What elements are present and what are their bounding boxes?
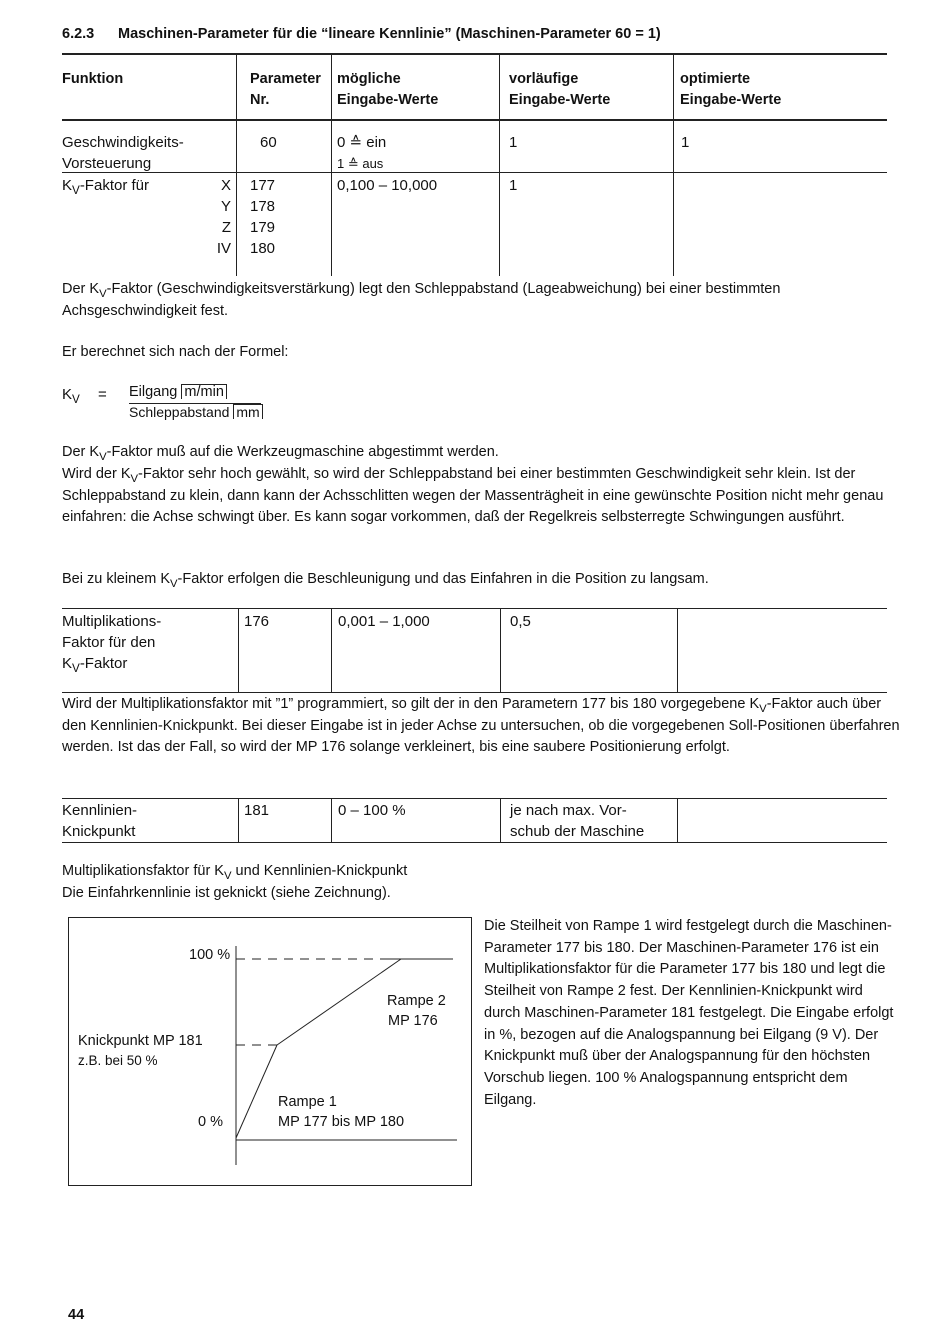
header-optimierte-line1: optimierte <box>680 71 751 87</box>
row-mp181-funktion-line2: Knickpunkt <box>62 823 136 840</box>
row-mp176-vorlaeufig: 0,5 <box>510 613 531 630</box>
axis-x: X <box>220 177 231 194</box>
axis-z: Z <box>221 219 231 236</box>
section-number: 6.2.3 <box>62 26 95 42</box>
para5-line1 <box>62 861 907 883</box>
para4-sub: V <box>759 703 767 715</box>
page-number: 44 <box>68 1307 85 1323</box>
row-mp60-funktion <box>62 132 184 174</box>
row-mp176-funktion <box>62 611 161 675</box>
rampe1-line2: MP 177 bis MP 180 <box>278 1114 405 1130</box>
header-parameter-line1: Parameter <box>250 71 321 87</box>
row-mp60-funktion-line2: Vorsteuerung <box>62 155 152 172</box>
table-col-divider <box>331 608 332 692</box>
table-row-rule <box>62 172 887 173</box>
para1-text2: -Faktor (Geschwindigkeitsverstärkung) legt den Schleppabstand (Lageabweichung) bei einer bestimmten Achsgeschwindigkeit fest. <box>62 281 781 319</box>
row-mp181-vorlaeufig <box>510 800 644 842</box>
table-col-divider <box>499 54 500 276</box>
formula-numerator <box>129 384 227 400</box>
section-heading <box>62 26 661 42</box>
para4-text1: Wird der Multiplikationsfaktor mit ”1” programmiert, so gilt der in den Parametern 177 bis 180 vorgegebene K <box>62 696 760 712</box>
para4-text2: -Faktor auch über den Kennlinien-Knickpunkt. Bei dieser Eingabe ist in jeder Achse zu untersuchen, ob die vorgegebenen Soll-Positionen überfahren werden. Ist das der Fall, so wird der MP 176 solange verkleinert, bis eine saubere Positionierung erfolgt. <box>62 696 900 755</box>
kv-subscript: V <box>72 662 80 675</box>
kv-suffix: -Faktor <box>79 655 128 672</box>
row-mp176-funktion-line1: Multiplikations- <box>62 613 162 630</box>
table-col-divider <box>236 54 237 276</box>
row-mp60-values <box>337 132 386 174</box>
paragraph-kv-small <box>62 569 907 591</box>
header-moegliche-line2: Eingabe-Werte <box>337 92 439 108</box>
kv-symbol: K <box>62 655 73 672</box>
rampe2-line <box>277 959 401 1045</box>
row-kv-vorlaeufig: 1 <box>509 177 518 194</box>
figure-explanation: Die Steilheit von Rampe 1 wird festgelegt durch die Maschinen-Parameter 177 bis 180. Der Maschinen-Parameter 176 ist ein Multiplikationsfaktor für die Parameter 177 bis 180 und legt die Steilheit von Rampe 2 fest. Der Kennlinien-Knickpunkt wird durch Maschinen-Parameter 181 festgelegt. Die Eingabe erfolgt in %, bezogen auf die Analogspannung bei Eilgang (9 V). Der Knickpunkt muß über der Analogspannung für den höchsten Vorschub liegen. 100 % Analogspannung entspricht dem Eilgang. <box>484 918 894 1108</box>
row-mp60-funktion-line1: Geschwindigkeits- <box>62 134 184 151</box>
label-100-percent: 100 % <box>189 947 231 963</box>
table-col-divider <box>500 798 501 842</box>
para3-text2: -Faktor erfolgen die Beschleunigung und das Einfahren in die Position zu langsam. <box>177 571 709 587</box>
row-kv-range: 0,100 – 10,000 <box>337 177 438 194</box>
row-mp176-funktion-line3 <box>62 653 161 675</box>
param-179: 179 <box>250 219 276 236</box>
para1-sub: V <box>99 288 107 300</box>
formula-k: K <box>62 386 73 403</box>
paragraph-multiplikationsfaktor <box>62 694 907 758</box>
row-mp176-param: 176 <box>244 613 270 630</box>
table-col-divider <box>331 54 332 276</box>
denominator-text: Schleppabstand <box>129 404 234 420</box>
header-parameter <box>250 69 321 111</box>
table-col-divider <box>238 798 239 842</box>
rampe1-line <box>236 1045 277 1138</box>
table-col-divider <box>673 54 674 276</box>
axis-iv: IV <box>216 240 231 257</box>
para2-sub2: V <box>130 473 139 485</box>
kv-subscript: V <box>72 184 80 197</box>
para3-sub: V <box>170 578 178 590</box>
para5-sub: V <box>223 870 232 882</box>
numerator-unit: m/min <box>181 384 226 399</box>
knickpunkt-line1: Knickpunkt MP 181 <box>78 1033 203 1049</box>
table-top-rule <box>62 608 887 609</box>
section-title: Maschinen-Parameter für die “lineare Kennlinie” (Maschinen-Parameter 60 = 1) <box>118 26 661 42</box>
paragraph-kv-definition <box>62 279 907 322</box>
row-mp60-optimiert: 1 <box>681 134 690 151</box>
param-180: 180 <box>250 240 276 257</box>
table-col-divider <box>677 608 678 692</box>
para2-text4: -Faktor sehr hoch gewählt, so wird der Schleppabstand bei einer bestimmten Geschwindigkeit sehr klein. Ist der Schleppabstand zu klein, dann kann der Achsschlitten wegen der Massenträgheit in eine gewünschte Position nicht mehr genau einfahren: die Achse schwingt über. Es kann sogar vorkommen, daß der Regelkreis selbsterregte Schwingungen ausführt. <box>62 466 884 525</box>
para5-line2: Die Einfahrkennlinie ist geknickt (siehe Zeichnung). <box>62 885 391 901</box>
axis-y: Y <box>220 198 231 215</box>
row-mp181-param: 181 <box>244 802 270 819</box>
row-mp181-vorlaeufig-line1: je nach max. Vor- <box>510 802 627 819</box>
row-mp181-range: 0 – 100 % <box>338 802 406 819</box>
row-mp181-vorlaeufig-line2: schub der Maschine <box>510 823 645 840</box>
table-top-rule <box>62 798 887 799</box>
para2-text3: Wird der K <box>62 466 131 482</box>
para2-text2: -Faktor muß auf die Werkzeugmaschine abgestimmt werden. <box>106 444 499 460</box>
param-178: 178 <box>250 198 276 215</box>
formula-lhs <box>62 384 80 406</box>
table-top-rule <box>62 53 887 55</box>
rampe2-line2: MP 176 <box>388 1013 438 1029</box>
header-vorlaeufige <box>509 69 610 111</box>
header-moegliche <box>337 69 438 111</box>
formula-k-sub: V <box>72 393 80 406</box>
para5-text1: Multiplikationsfaktor für K <box>62 863 224 879</box>
formula-intro: Er berechnet sich nach der Formel: <box>62 344 289 360</box>
header-vorlaeufige-line2: Eingabe-Werte <box>509 92 611 108</box>
paragraph-knickpunkt-intro <box>62 861 907 904</box>
numerator-text: Eilgang <box>129 384 182 400</box>
table-col-divider <box>677 798 678 842</box>
kv-suffix: -Faktor für <box>79 177 149 194</box>
row-mp60-value2: 1 ≙ aus <box>337 156 384 171</box>
table-col-divider <box>331 798 332 842</box>
rampe1-line1: Rampe 1 <box>278 1094 337 1110</box>
label-0-percent: 0 % <box>198 1114 223 1130</box>
formula-denominator <box>129 404 263 420</box>
kennlinie-figure <box>68 917 472 1186</box>
header-parameter-line2: Nr. <box>250 92 270 108</box>
row-mp176-funktion-line2: Faktor für den <box>62 634 156 651</box>
table-col-divider <box>500 608 501 692</box>
para5-text2: und Kennlinien-Knickpunkt <box>231 863 408 879</box>
header-optimierte <box>680 69 781 111</box>
header-funktion: Funktion <box>62 71 124 87</box>
header-moegliche-line1: mögliche <box>337 71 401 87</box>
row-mp181-funktion-line1: Kennlinien- <box>62 802 138 819</box>
row-kv-axes <box>200 175 231 259</box>
header-vorlaeufige-line1: vorläufige <box>509 71 579 87</box>
row-mp181-funktion <box>62 800 137 842</box>
table-bottom-rule <box>62 842 887 843</box>
knickpunkt-line2: z.B. bei 50 % <box>78 1053 158 1068</box>
label-knickpunkt <box>78 1031 203 1071</box>
row-mp60-param: 60 <box>260 134 277 151</box>
para3-text1: Bei zu kleinem K <box>62 571 170 587</box>
denominator-unit: mm <box>233 404 262 419</box>
label-rampe2 <box>387 991 446 1031</box>
table-header-rule <box>62 119 887 121</box>
paragraph-kv-tuning <box>62 442 907 528</box>
table-col-divider <box>238 608 239 692</box>
row-kv-params <box>250 175 275 259</box>
row-kv-funktion <box>62 175 149 197</box>
kv-symbol: K <box>62 177 73 194</box>
formula-equals: = <box>98 386 107 403</box>
row-mp176-range: 0,001 – 1,000 <box>338 613 430 630</box>
param-177: 177 <box>250 177 276 194</box>
para2-text1: Der K <box>62 444 100 460</box>
table-bottom-rule <box>62 692 887 693</box>
row-mp60-vorlaeufig: 1 <box>509 134 518 151</box>
para1-text1: Der K <box>62 281 100 297</box>
row-mp60-value1: 0 ≙ ein <box>337 134 387 151</box>
para2-sub1: V <box>99 451 107 463</box>
header-optimierte-line2: Eingabe-Werte <box>680 92 782 108</box>
label-rampe1 <box>278 1092 404 1132</box>
rampe2-line1: Rampe 2 <box>387 993 446 1009</box>
